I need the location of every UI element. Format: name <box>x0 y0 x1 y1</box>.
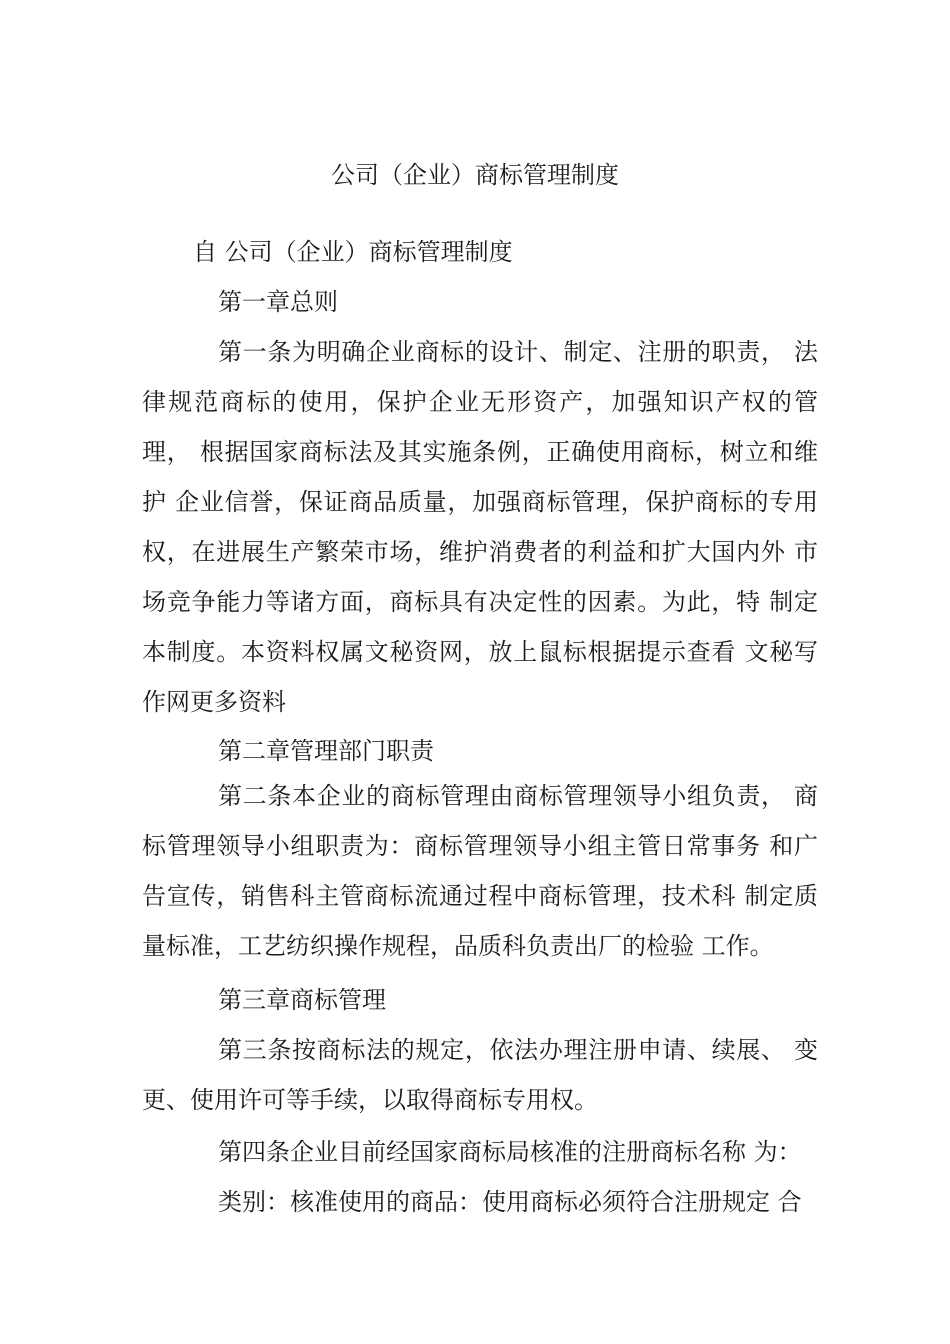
chapter-2-heading: 第二章管理部门职责 <box>218 737 434 765</box>
article-2-line: 第二条本企业的商标管理由商标管理领导小组负责， 商 <box>218 782 818 810</box>
article-2-line: 量标准，工艺纺织操作规程，品质科负责出厂的检验 工作。 <box>142 932 774 960</box>
article-1-line: 护 企业信誉，保证商品质量，加强商标管理，保护商标的专用 <box>142 488 818 516</box>
article-4-continued-line: 类别：核准使用的商品：使用商标必须符合注册规定 合 <box>218 1188 802 1216</box>
article-1-line: 场竞争能力等诸方面，商标具有决定性的因素。为此，特 制定 <box>142 588 818 616</box>
article-3-line: 第三条按商标法的规定，依法办理注册申请、续展、 变 <box>218 1036 818 1064</box>
article-2-line: 标管理领导小组职责为：商标管理领导小组主管日常事务 和广 <box>142 832 818 860</box>
article-1-line: 权，在进展生产繁荣市场，维护消费者的利益和扩大国内外 市 <box>142 538 818 566</box>
article-1-line: 第一条为明确企业商标的设计、制定、注册的职责， 法 <box>218 338 818 366</box>
article-1-line: 理， 根据国家商标法及其实施条例，正确使用商标，树立和维 <box>142 438 818 466</box>
article-2-line: 告宣传，销售科主管商标流通过程中商标管理，技术科 制定质 <box>142 882 818 910</box>
document-title: 公司（企业）商标管理制度 <box>331 161 619 189</box>
article-1-line: 律规范商标的使用，保护企业无形资产，加强知识产权的管 <box>142 388 818 416</box>
article-1-line: 本制度。本资料权属文秘资网，放上鼠标根据提示查看 文秘写 <box>142 638 818 666</box>
article-3-line: 更、使用许可等手续，以取得商标专用权。 <box>142 1086 598 1114</box>
subtitle-line: 自 公司（企业）商标管理制度 <box>193 238 513 266</box>
chapter-1-heading: 第一章总则 <box>218 288 338 316</box>
article-4-line: 第四条企业目前经国家商标局核准的注册商标名称 为： <box>218 1138 802 1166</box>
chapter-3-heading: 第三章商标管理 <box>218 986 386 1014</box>
article-1-line: 作网更多资料 <box>142 688 286 716</box>
